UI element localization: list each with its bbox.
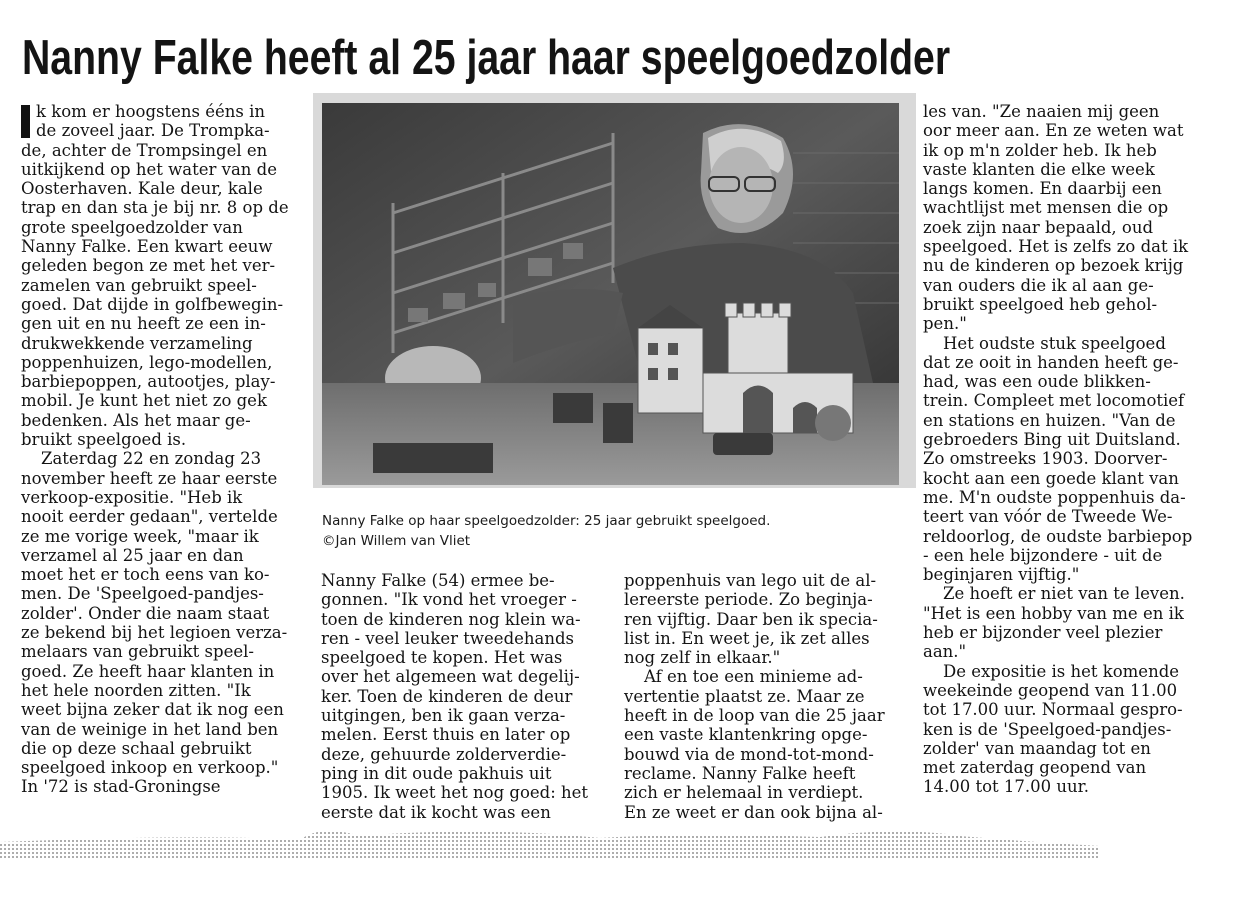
photo-caption <box>322 511 912 551</box>
text-line: wachtlijst met mensen die op <box>923 198 1169 218</box>
text-line: weekeinde geopend van 11.00 <box>923 680 1178 700</box>
text-line: van de weinige in het land ben <box>21 719 279 739</box>
text-line: gen uit en nu heeft ze een in- <box>21 314 266 334</box>
text-line: Ze hoeft er niet van te leven. <box>943 584 1185 604</box>
text-line: bedenken. Als het maar ge- <box>21 410 251 430</box>
text-line: reldoorlog, de oudste barbiepop <box>923 526 1193 546</box>
text-line: over het algemeen wat degelij- <box>321 667 580 687</box>
text-line: verkoop-expositie. "Heb ik <box>21 487 243 507</box>
article-column-1 <box>21 102 299 797</box>
text-line: heb er bijzonder veel plezier <box>923 623 1163 643</box>
text-line: 14.00 tot 17.00 uur. <box>923 777 1089 797</box>
text-line: had, was een oude blikken- <box>923 372 1151 392</box>
text-line: zolder'. Onder die naam staat <box>21 603 270 623</box>
text-line: ik op m'n zolder heb. Ik heb <box>923 140 1157 160</box>
text-line: uitgingen, ben ik gaan verza- <box>321 706 566 726</box>
text-line: ker. Toen de kinderen de deur <box>321 686 573 706</box>
text-line: november heeft ze haar eerste <box>21 468 278 488</box>
text-line: met zaterdag geopend van <box>923 758 1147 778</box>
text-line <box>21 102 299 121</box>
text-line: deze, gehuurde zolderverdie- <box>321 744 567 764</box>
text-line: speelgoed inkoop en verkoop." <box>21 758 279 778</box>
headline: Nanny Falke heeft al 25 jaar haar speelgoedzolder <box>22 31 951 85</box>
text-line: ping in dit oude pakhuis uit <box>321 763 552 783</box>
text-line: bruikt speelgoed heb gehol- <box>923 294 1158 314</box>
photo-illustration <box>313 93 916 488</box>
text-line: heeft in de loop van die 25 jaar <box>624 706 885 726</box>
text-line: Nanny Falke (54) ermee be- <box>321 571 555 590</box>
text-line: het hele noorden zitten. "Ik <box>21 680 251 700</box>
text-line: en stations en huizen. "Van de <box>923 410 1176 430</box>
text-line: ze me vorige week, "maar ik <box>21 526 259 546</box>
text-line: trap en dan sta je bij nr. 8 op de <box>21 198 289 218</box>
text-line: aan." <box>923 642 967 662</box>
text-line: Het oudste stuk speelgoed <box>943 333 1166 353</box>
text-line: zoek zijn naar bepaald, oud <box>923 217 1154 237</box>
text-line: bouwd via de mond-tot-mond- <box>624 744 874 764</box>
text-line: vertentie plaatst ze. Maar ze <box>624 686 865 706</box>
article-column-2 <box>321 571 601 822</box>
text-line: melen. Eerst thuis en later op <box>321 725 571 745</box>
text-line: verzamel al 25 jaar en dan <box>21 545 244 565</box>
text-line: vaste klanten die elke week <box>923 159 1155 179</box>
text-line: tot 17.00 uur. Normaal gespro- <box>923 700 1183 720</box>
text-line: gonnen. "Ik vond het vroeger - <box>321 590 577 610</box>
text-line: langs komen. En daarbij een <box>923 179 1162 199</box>
text-line: toen de kinderen nog klein wa- <box>321 609 581 629</box>
article-column-4 <box>923 102 1223 797</box>
text-line: ken is de 'Speelgoed-pandjes- <box>923 719 1172 739</box>
text-line: ze bekend bij het legioen verza- <box>21 623 288 643</box>
text-line: ren - veel leuker tweedehands <box>321 628 575 648</box>
text-line: list in. En weet je, ik zet alles <box>624 628 870 648</box>
text-line: men. De 'Speelgoed-pandjes- <box>21 584 264 604</box>
text-line: les van. "Ze naaien mij geen <box>923 102 1160 121</box>
text-line: - een hele bijzondere - uit de <box>923 545 1163 565</box>
text-line: Zo omstreeks 1903. Doorver- <box>923 449 1168 469</box>
text-line: mobil. Je kunt het niet zo gek <box>21 391 267 411</box>
text-line: zich er helemaal in verdiept. <box>624 783 864 803</box>
text-line: bruikt speelgoed is. <box>21 430 187 450</box>
text-line: grote speelgoedzolder van <box>21 217 243 237</box>
text-line-content: k kom er hoogstens ééns in <box>36 102 265 121</box>
text-line: me. M'n oudste poppenhuis da- <box>923 487 1186 507</box>
text-line: oor meer aan. En ze weten wat <box>923 121 1184 141</box>
text-line: gebroeders Bing uit Duitsland. <box>923 430 1181 450</box>
text-line: nog zelf in elkaar." <box>624 648 781 668</box>
text-line: "Het is een hobby van me en ik <box>923 603 1184 623</box>
text-line: speelgoed te kopen. Het was <box>321 648 563 668</box>
text-line: weet bijna zeker dat ik nog een <box>21 700 284 720</box>
text-line: lereerste periode. Zo beginja- <box>624 590 873 610</box>
text-line: dat ze ooit in handen heeft ge- <box>923 352 1179 372</box>
article-photo <box>313 93 916 488</box>
text-line: Zaterdag 22 en zondag 23 <box>41 449 262 469</box>
text-line: geleden begon ze met het ver- <box>21 256 276 276</box>
text-line: In '72 is stad-Groningse <box>21 777 221 797</box>
text-line: pen." <box>923 314 967 334</box>
drop-cap-bar <box>21 105 30 138</box>
text-line: ren vijftig. Daar ben ik specia- <box>624 609 878 629</box>
text-line: van ouders die ik al aan ge- <box>923 275 1154 295</box>
text-line: Nanny Falke. Een kwart eeuw <box>21 237 273 257</box>
caption-text: Nanny Falke op haar speelgoedzolder: 25 jaar gebruikt speelgoed. <box>322 513 771 529</box>
text-line: nooit eerder gedaan", vertelde <box>21 507 278 527</box>
text-line: drukwekkende verzameling <box>21 333 253 353</box>
text-line: beginjaren vijftig." <box>923 565 1080 585</box>
photo-credit: ©Jan Willem van Vliet <box>322 533 471 549</box>
text-line: uitkijkend op het water van de <box>21 159 277 179</box>
text-line: poppenhuis van lego uit de al- <box>624 571 877 590</box>
text-line: een vaste klantenkring opge- <box>624 725 868 745</box>
text-line: de zoveel jaar. De Trompka- <box>36 121 270 141</box>
text-line: speelgoed. Het is zelfs zo dat ik <box>923 237 1189 257</box>
text-line: zamelen van gebruikt speel- <box>21 275 257 295</box>
text-line: nu de kinderen op bezoek krijg <box>923 256 1184 276</box>
text-line: teert van vóór de Tweede We- <box>923 507 1173 527</box>
text-line: kocht aan een goede klant van <box>923 468 1179 488</box>
text-line: moet het er toch eens van ko- <box>21 565 270 585</box>
text-line: En ze weet er dan ook bijna al- <box>624 802 883 822</box>
text-line: Af en toe een minieme ad- <box>644 667 863 687</box>
text-line: poppenhuizen, lego-modellen, <box>21 352 273 372</box>
text-line: de, achter de Trompsingel en <box>21 140 268 160</box>
text-line: 1905. Ik weet het nog goed: het <box>321 783 589 803</box>
text-line: De expositie is het komende <box>943 661 1180 681</box>
text-line: trein. Compleet met locomotief <box>923 391 1185 411</box>
text-line: Oosterhaven. Kale deur, kale <box>21 179 263 199</box>
text-line: eerste dat ik kocht was een <box>321 802 551 822</box>
text-line: zolder' van maandag tot en <box>923 738 1151 758</box>
article-column-3 <box>624 571 909 822</box>
text-line: die op deze schaal gebruikt <box>21 738 252 758</box>
text-line: melaars van gebruikt speel- <box>21 642 254 662</box>
text-line: barbiepoppen, autootjes, play- <box>21 372 276 392</box>
text-line: goed. Ze heeft haar klanten in <box>21 661 275 681</box>
text-line: goed. Dat dijde in golfbewegin- <box>21 294 284 314</box>
text-line: reclame. Nanny Falke heeft <box>624 763 856 783</box>
